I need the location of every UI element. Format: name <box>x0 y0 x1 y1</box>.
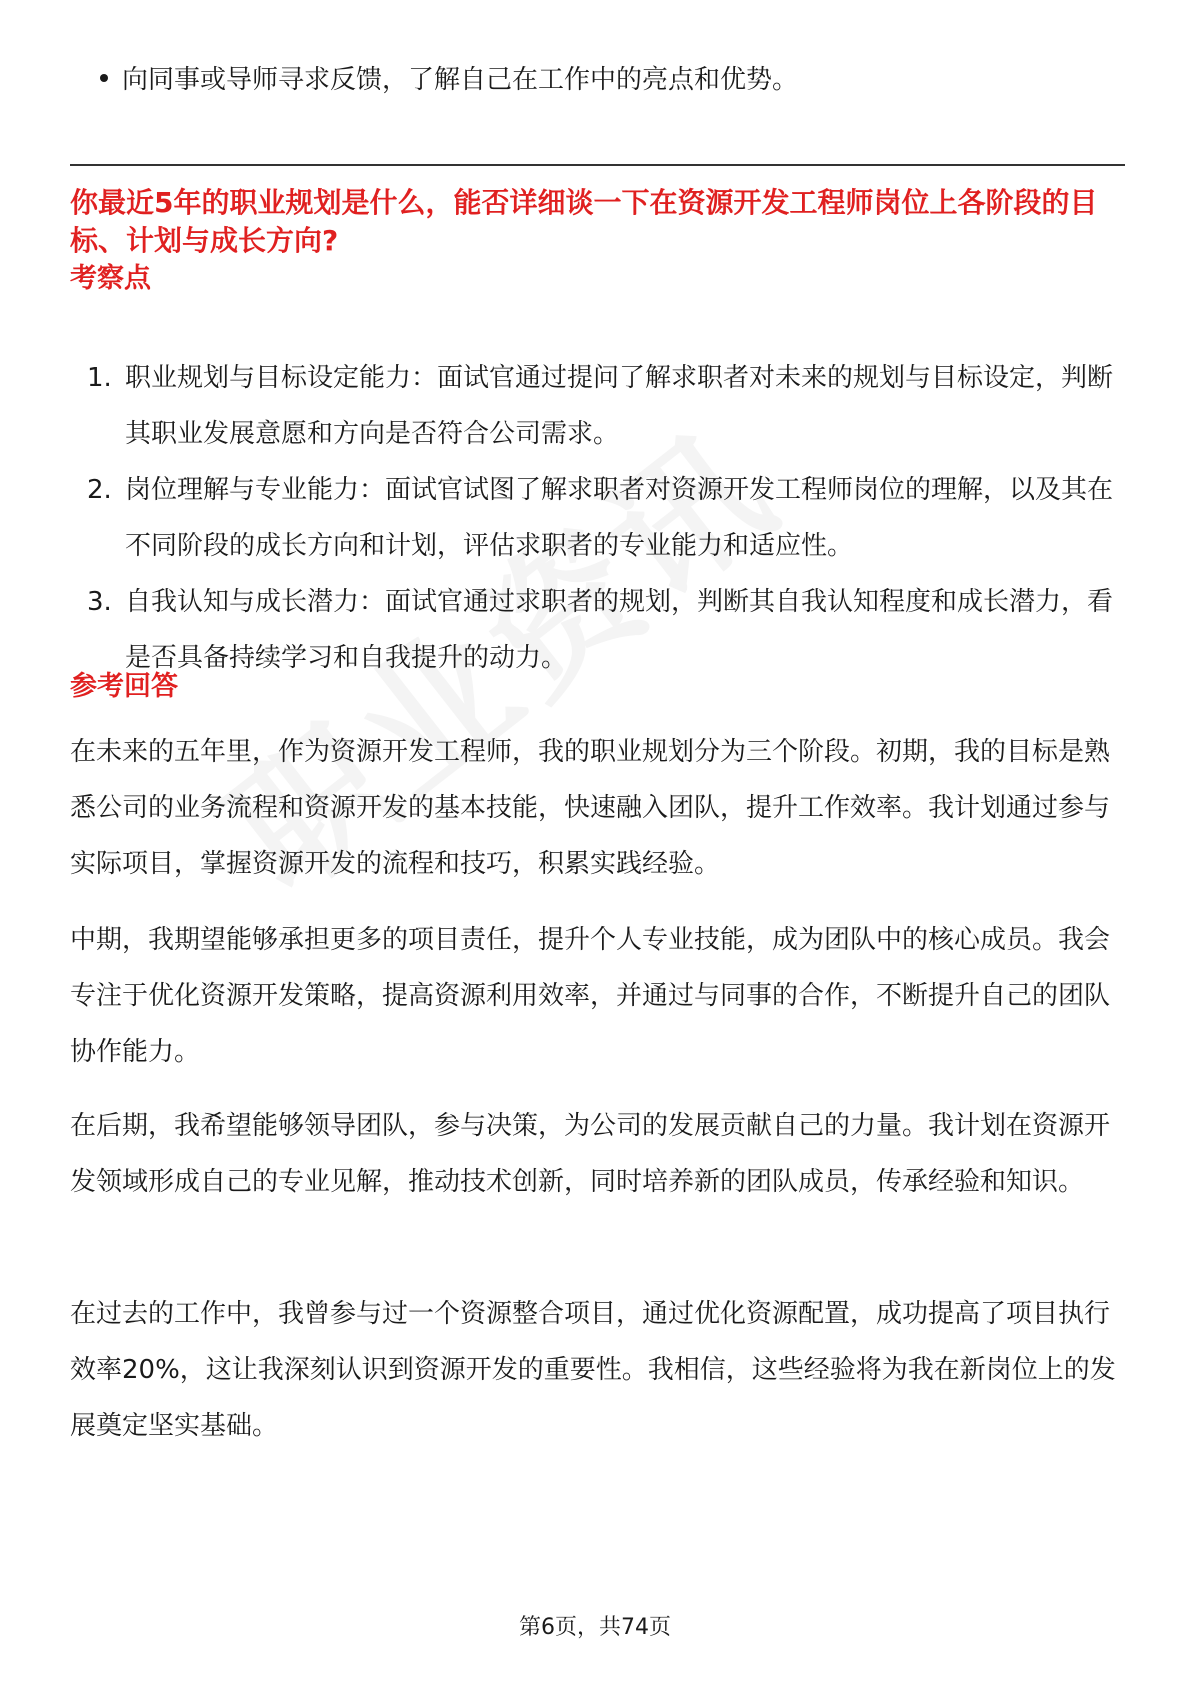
answer-paragraph: 在后期，我希望能够领导团队，参与决策，为公司的发展贡献自己的力量。我计划在资源开发领域形成自己的专业见解，推动技术创新，同时培养新的团队成员，传承经验和知识。 <box>70 1111 1111 1197</box>
list-item-text: 自我认知与成长潜力：面试官通过求职者的规划，判断其自我认知程度和成长潜力，看是否具备持续学习和自我提升的动力。 <box>125 587 1114 673</box>
bullet-text: 向同事或导师寻求反馈，了解自己在工作中的亮点和优势。 <box>122 65 799 95</box>
answer-paragraph: 在未来的五年里，作为资源开发工程师，我的职业规划分为三个阶段。初期，我的目标是熟悉公司的业务流程和资源开发的基本技能，快速融入团队，提升工作效率。我计划通过参与实际项目，掌握资源开发的流程和技巧，积累实践经验。 <box>70 737 1111 879</box>
list-item-number: 3. <box>87 587 112 617</box>
list-item-text: 岗位理解与专业能力：面试官试图了解求职者对资源开发工程师岗位的理解，以及其在不同阶段的成长方向和计划，评估求职者的专业能力和适应性。 <box>125 475 1114 561</box>
list-item <box>70 462 1130 574</box>
list-item-text: 职业规划与目标设定能力：面试官通过提问了解求职者对未来的规划与目标设定，判断其职业发展意愿和方向是否符合公司需求。 <box>125 363 1114 449</box>
bullet-dot-icon <box>100 74 108 82</box>
section-divider <box>70 164 1125 166</box>
list-item <box>70 350 1130 462</box>
question-title: 你最近5年的职业规划是什么，能否详细谈一下在资源开发工程师岗位上各阶段的目标、计划与成长方向? <box>70 186 1098 257</box>
points-heading: 考察点 <box>70 263 151 294</box>
list-item-number: 1. <box>87 363 112 393</box>
answer-paragraph: 在过去的工作中，我曾参与过一个资源整合项目，通过优化资源配置，成功提高了项目执行效率20%，这让我深刻认识到资源开发的重要性。我相信，这些经验将为我在新岗位上的发展奠定坚实基础。 <box>70 1299 1116 1441</box>
list-item-number: 2. <box>87 475 112 505</box>
points-list <box>70 350 1130 686</box>
answer-paragraph: 中期，我期望能够承担更多的项目责任，提升个人专业技能，成为团队中的核心成员。我会专注于优化资源开发策略，提高资源利用效率，并通过与同事的合作，不断提升自己的团队协作能力。 <box>70 925 1111 1067</box>
list-item <box>70 574 1130 686</box>
page-number: 第6页，共74页 <box>519 1615 671 1640</box>
answer-heading: 参考回答 <box>70 671 178 702</box>
bullet-item <box>100 62 798 98</box>
